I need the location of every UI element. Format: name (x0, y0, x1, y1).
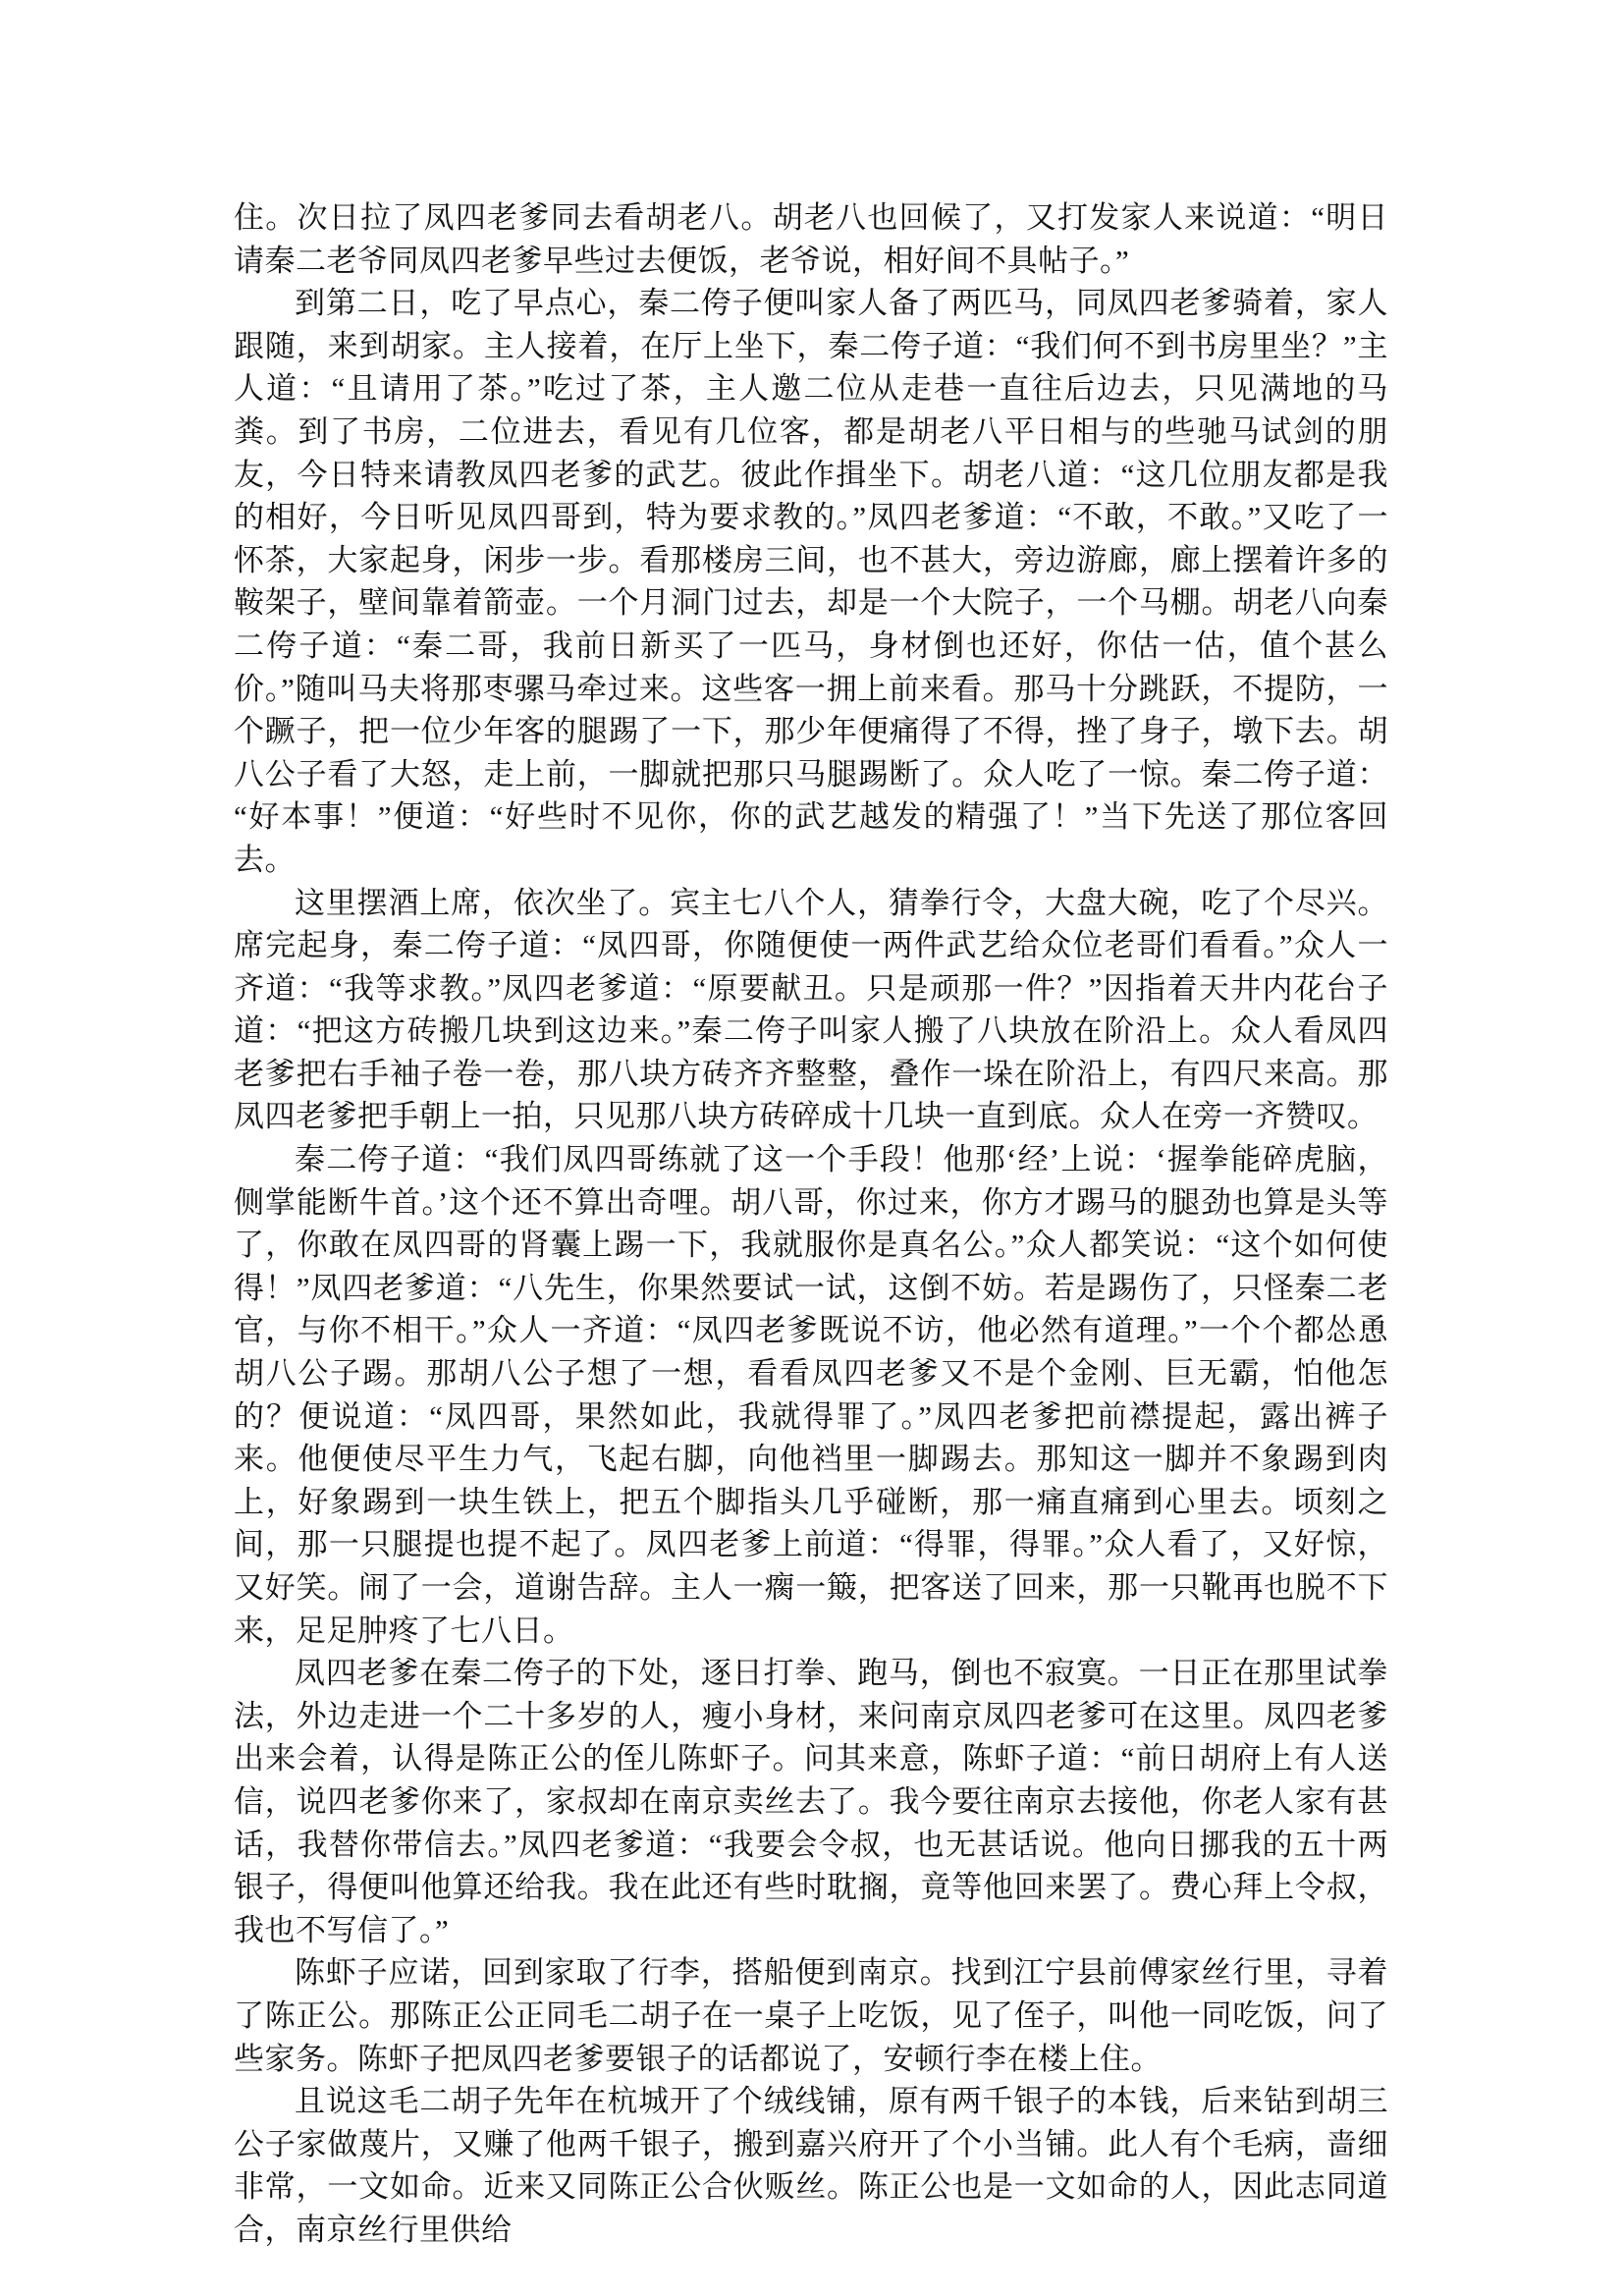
body-text (234, 196, 1388, 2252)
paragraph-1: 住。次日拉了凤四老爹同去看胡老八。胡老八也回候了，又打发家人来说道：“明日请秦二老爷同凤四老爹早些过去便饭，老爷说，相好间不具帖子。” (234, 200, 1388, 278)
paragraph-6: 陈虾子应诺，回到家取了行李，搭船便到南京。找到江宁县前傅家丝行里，寻着了陈正公。那陈正公正同毛二胡子在一桌子上吃饭，见了侄子，叫他一同吃饭，问了些家务。陈虾子把凤四老爹要银子的话都说了，安顿行李在楼上住。 (234, 1955, 1388, 2076)
paragraph-7: 且说这毛二胡子先年在杭城开了个绒线铺，原有两千银子的本钱，后来钻到胡三公子家做蔑片，又赚了他两千银子，搬到嘉兴府开了个小当铺。此人有个毛病，啬细非常，一文如命。近来又同陈正公合伙贩丝。陈正公也是一文如命的人，因此志同道合，南京丝行里供给 (234, 2084, 1388, 2247)
paragraph-2: 到第二日，吃了早点心，秦二侉子便叫家人备了两匹马，同凤四老爹骑着，家人跟随，来到胡家。主人接着，在厅上坐下，秦二侉子道：“我们何不到书房里坐？”主人道：“且请用了茶。”吃过了茶，主人邀二位从走巷一直往后边去，只见满地的马粪。到了书房，二位进去，看见有几位客，都是胡老八平日相与的些驰马试剑的朋友，今日特来请教凤四老爹的武艺。彼此作揖坐下。胡老八道：“这几位朋友都是我的相好，今日听见凤四哥到，特为要求教的。”凤四老爹道：“不敢，不敢。”又吃了一怀茶，大家起身，闲步一步。看那楼房三间，也不甚大，旁边游廊，廊上摆着许多的鞍架子，壁间靠着箭壶。一个月洞门过去，却是一个大院子，一个马棚。胡老八向秦二侉子道：“秦二哥，我前日新买了一匹马，身材倒也还好，你估一估，值个甚么价。”随叫马夫将那枣骡马牵过来。这些客一拥上前来看。那马十分跳跃，不提防，一个蹶子，把一位少年客的腿踢了一下，那少年便痛得了不得，挫了身子，墩下去。胡八公子看了大怒，走上前，一脚就把那只马腿踢断了。众人吃了一惊。秦二侉子道：“好本事！”便道：“好些时不见你，你的武艺越发的精强了！”当下先送了那位客回去。 (234, 286, 1388, 877)
paragraph-4: 秦二侉子道：“我们凤四哥练就了这一个手段！他那‘经’上说：‘握拳能碎虎脑，侧掌能断牛首。’这个还不算出奇哩。胡八哥，你过来，你方才踢马的腿劲也算是头等了，你敢在凤四哥的肾囊上踢一下，我就服你是真名公。”众人都笑说：“这个如何使得！”凤四老爹道：“八先生，你果然要试一试，这倒不妨。若是踢伤了，只怪秦二老官，与你不相干。”众人一齐道：“凤四老爹既说不访，他必然有道理。”一个个都怂恿胡八公子踢。那胡八公子想了一想，看看凤四老爹又不是个金刚、巨无霸，怕他怎的？便说道：“凤四哥，果然如此，我就得罪了。”凤四老爹把前襟提起，露出裤子来。他便使尽平生力气，飞起右脚，向他裆里一脚踢去。那知这一脚并不象踢到肉上，好象踢到一块生铁上，把五个脚指头几乎碰断，那一痛直痛到心里去。顷刻之间，那一只腿提也提不起了。凤四老爹上前道：“得罪，得罪。”众人看了，又好惊，又好笑。闹了一会，道谢告辞。主人一瘸一簸，把客送了回来，那一只靴再也脱不下来，足足肿疼了七八日。 (234, 1142, 1388, 1648)
paragraph-5: 凤四老爹在秦二侉子的下处，逐日打拳、跑马，倒也不寂寞。一日正在那里试拳法，外边走进一个二十多岁的人，瘦小身材，来问南京凤四老爹可在这里。凤四老爹出来会着，认得是陈正公的侄儿陈虾子。问其来意，陈虾子道：“前日胡府上有人送信，说四老爹你来了，家叔却在南京卖丝去了。我今要往南京去接他，你老人家有甚话，我替你带信去。”凤四老爹道：“我要会令叔，也无甚话说。他向日挪我的五十两银子，得便叫他算还给我。我在此还有些时耽搁，竟等他回来罢了。费心拜上令叔，我也不写信了。” (234, 1656, 1388, 1947)
paragraph-3: 这里摆酒上席，依次坐了。宾主七八个人，猜拳行令，大盘大碗，吃了个尽兴。席完起身，秦二侉子道：“凤四哥，你随便使一两件武艺给众位老哥们看看。”众人一齐道：“我等求教。”凤四老爹道：“原要献丑。只是顽那一件？”因指着天井内花台子道：“把这方砖搬几块到这边来。”秦二侉子叫家人搬了八块放在阶沿上。众人看凤四老爹把右手袖子卷一卷，那八块方砖齐齐整整，叠作一垛在阶沿上，有四尺来高。那凤四老爹把手朝上一拍，只见那八块方砖碎成十几块一直到底。众人在旁一齐赞叹。 (234, 885, 1388, 1134)
